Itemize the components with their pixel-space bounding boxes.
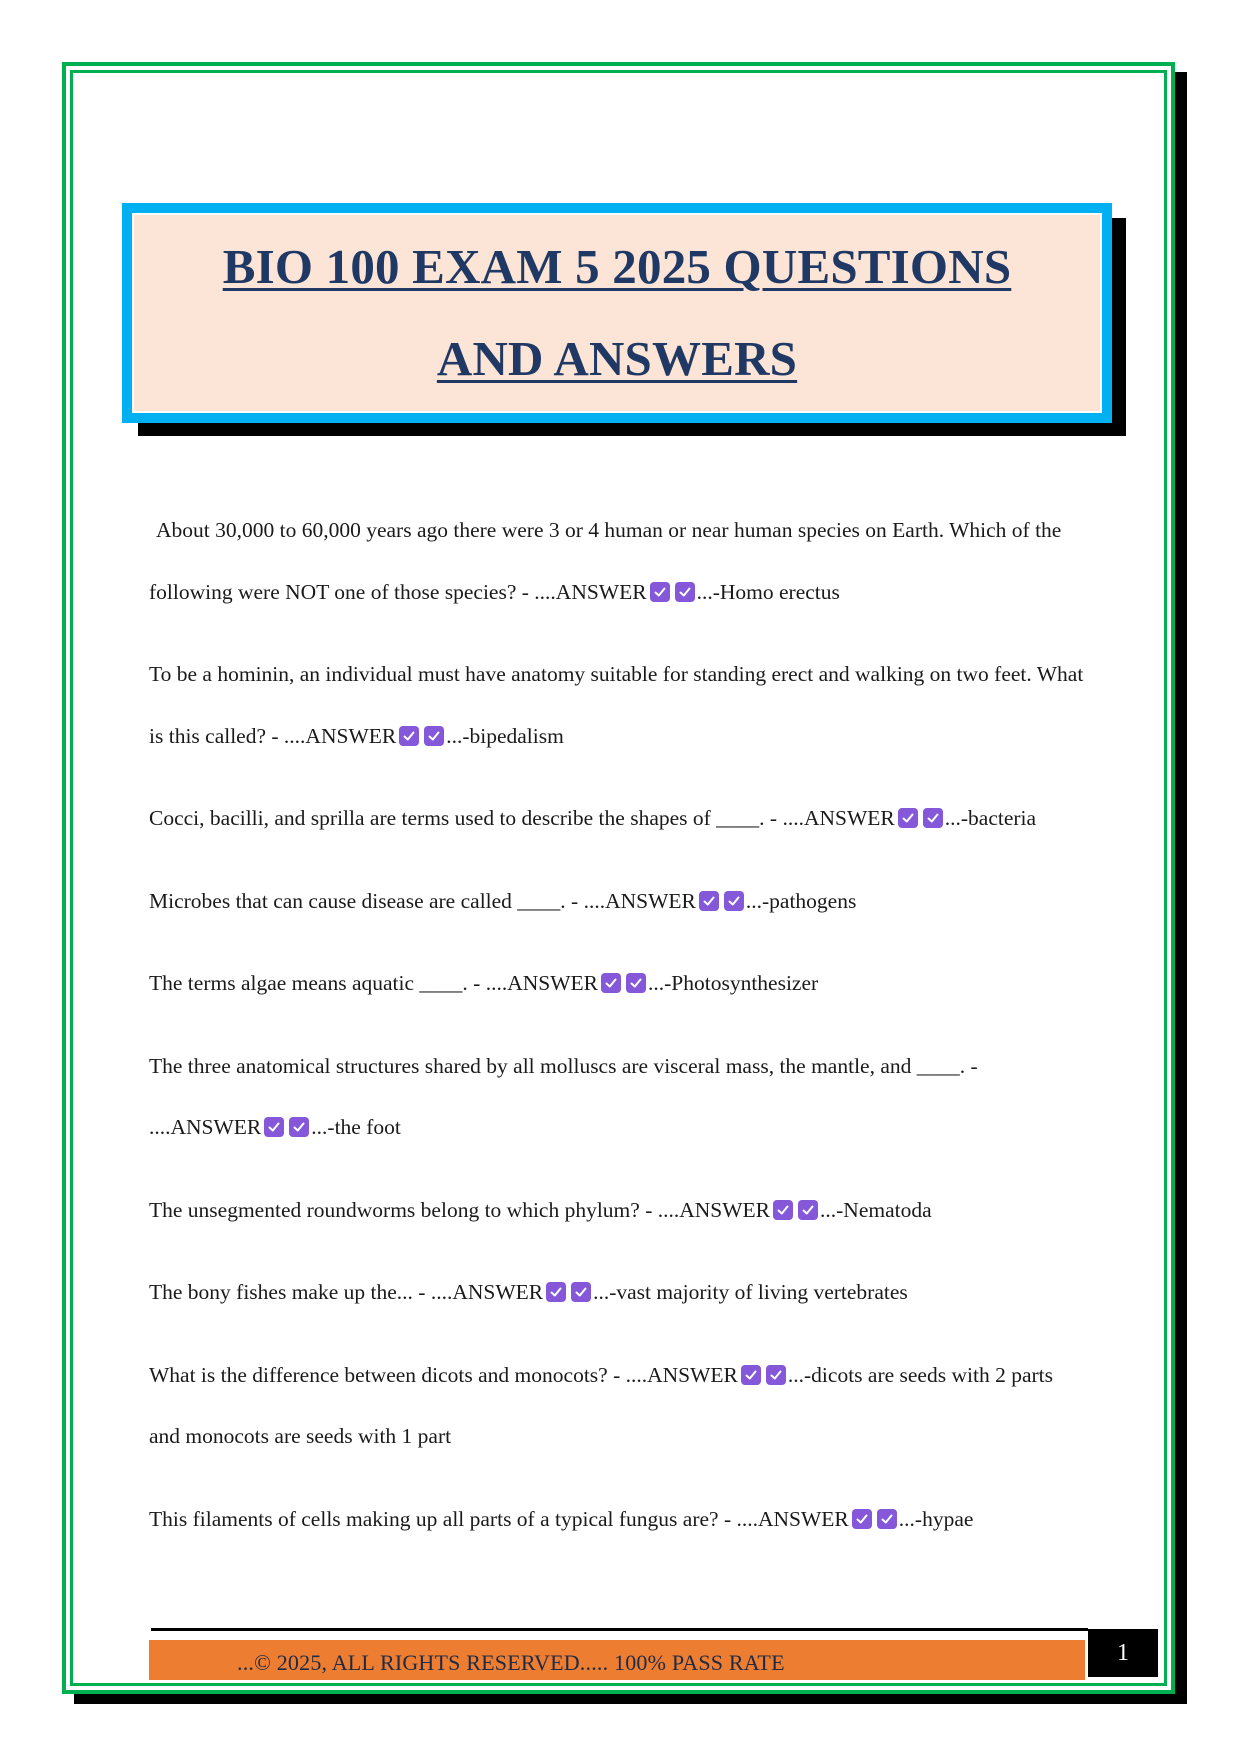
- qa-question: The unsegmented roundworms belong to which phylum? - ....ANSWER: [149, 1197, 771, 1222]
- qa-question: This filaments of cells making up all parts of a typical fungus are? - ....ANSWER: [149, 1506, 849, 1531]
- check-box-icon: [546, 1282, 566, 1302]
- footer-bar: [149, 1638, 1085, 1680]
- check-box-icon: [852, 1509, 872, 1529]
- check-box-icon: [601, 973, 621, 993]
- title-box: [122, 203, 1112, 423]
- qa-item: [149, 500, 1087, 623]
- qa-answer: ...-Nematoda: [820, 1197, 932, 1222]
- qa-item: [149, 1036, 1087, 1159]
- check-box-icon: [923, 808, 943, 828]
- title-box-inner: [132, 213, 1102, 413]
- qa-answer: ...-dicots are seeds with 2 parts and monocots are seeds with 1 part: [149, 1362, 1053, 1448]
- footer-copyright: ...© 2025, ALL RIGHTS RESERVED..... 100% PASS RATE: [237, 1650, 785, 1675]
- qa-answer: ...-bipedalism: [446, 723, 564, 748]
- qa-answer: ...-hypae: [898, 1506, 974, 1531]
- qa-item: [149, 953, 1087, 1015]
- qa-question: What is the difference between dicots and monocots? - ....ANSWER: [149, 1362, 738, 1387]
- check-box-icon: [650, 582, 670, 602]
- qa-question: About 30,000 to 60,000 years ago there were 3 or 4 human or near human species on Earth. Which of the following were NOT one of those species? - ....ANSWER: [149, 518, 1062, 604]
- check-box-icon: [571, 1282, 591, 1302]
- qa-answer: ...-pathogens: [745, 888, 857, 913]
- check-box-icon: [877, 1509, 897, 1529]
- qa-item: [149, 1262, 1087, 1324]
- qa-item: [149, 871, 1087, 933]
- qa-item: [149, 644, 1087, 767]
- page-number: 1: [1088, 1629, 1158, 1677]
- check-box-icon: [264, 1117, 284, 1137]
- check-box-icon: [699, 891, 719, 911]
- footer-rule: [151, 1628, 1088, 1631]
- check-box-icon: [766, 1365, 786, 1385]
- document-title-line2: AND ANSWERS: [436, 331, 798, 386]
- check-box-icon: [399, 726, 419, 746]
- qa-item: [149, 1345, 1087, 1468]
- check-box-icon: [741, 1365, 761, 1385]
- document-title-line1: BIO 100 EXAM 5 2025 QUESTIONS: [222, 239, 1012, 294]
- qa-question: The three anatomical structures shared by all molluscs are visceral mass, the mantle, and ____. - ....ANSWER: [149, 1053, 978, 1139]
- qa-question: To be a hominin, an individual must have anatomy suitable for standing erect and walking on two feet. What is this called? - ....ANSWER: [149, 662, 1084, 748]
- qa-answer: ...-vast majority of living vertebrates: [593, 1280, 908, 1304]
- check-box-icon: [773, 1200, 793, 1220]
- qa-answer: ...-bacteria: [944, 806, 1037, 830]
- qa-item: [149, 1180, 1087, 1242]
- check-box-icon: [675, 582, 695, 602]
- check-box-icon: [724, 891, 744, 911]
- qa-question: The terms algae means aquatic ____. - ....ANSWER: [149, 971, 598, 995]
- qa-answer: ...-the foot: [311, 1115, 401, 1139]
- qa-item: [149, 788, 1087, 850]
- check-box-icon: [626, 973, 646, 993]
- check-box-icon: [289, 1117, 309, 1137]
- qa-answer: ...-Photosynthesizer: [647, 971, 819, 995]
- check-box-icon: [798, 1200, 818, 1220]
- qa-list: [149, 500, 1087, 1571]
- qa-question: The bony fishes make up the... - ....ANSWER: [149, 1280, 544, 1304]
- qa-question: Cocci, bacilli, and sprilla are terms used to describe the shapes of ____. - ....ANSWER: [149, 806, 895, 830]
- qa-item: [149, 1489, 1087, 1551]
- check-box-icon: [424, 726, 444, 746]
- document-title: [223, 221, 1012, 405]
- qa-answer: ...-Homo erectus: [696, 579, 840, 604]
- check-box-icon: [898, 808, 918, 828]
- qa-question: Microbes that can cause disease are called ____. - ....ANSWER: [149, 888, 696, 913]
